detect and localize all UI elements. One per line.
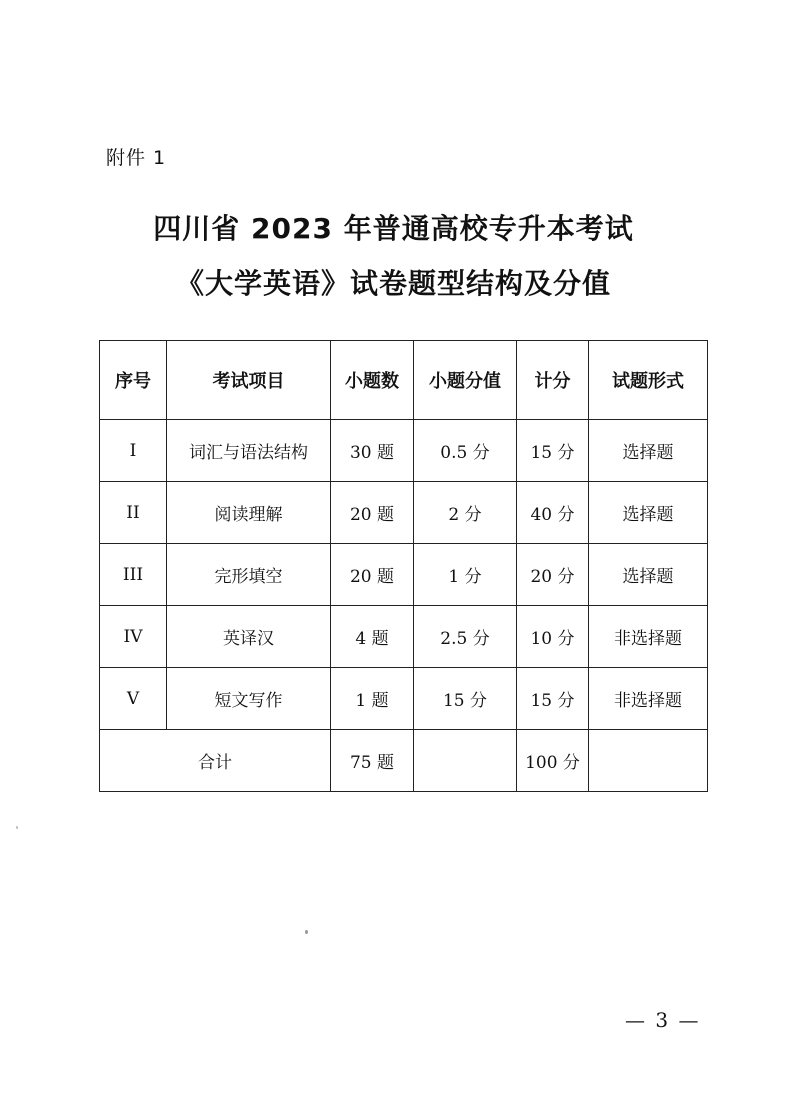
cell-no: V bbox=[100, 668, 167, 730]
cell-item: 阅读理解 bbox=[167, 482, 331, 544]
score-structure-table bbox=[99, 340, 708, 792]
total-score: 100 分 bbox=[517, 730, 589, 792]
cell-score: 20 分 bbox=[517, 544, 589, 606]
cell-score: 10 分 bbox=[517, 606, 589, 668]
cell-item: 词汇与语法结构 bbox=[167, 420, 331, 482]
cell-each: 2 分 bbox=[414, 482, 517, 544]
header-count: 小题数 bbox=[331, 341, 414, 420]
cell-count: 4 题 bbox=[331, 606, 414, 668]
header-item: 考试项目 bbox=[167, 341, 331, 420]
table-header-row bbox=[100, 341, 708, 420]
cell-no: III bbox=[100, 544, 167, 606]
scan-speck bbox=[16, 826, 18, 829]
cell-form: 非选择题 bbox=[589, 668, 708, 730]
cell-item: 完形填空 bbox=[167, 544, 331, 606]
cell-form: 选择题 bbox=[589, 482, 708, 544]
table-row bbox=[100, 668, 708, 730]
cell-each: 0.5 分 bbox=[414, 420, 517, 482]
table-row bbox=[100, 420, 708, 482]
cell-score: 40 分 bbox=[517, 482, 589, 544]
total-form bbox=[589, 730, 708, 792]
cell-item: 英译汉 bbox=[167, 606, 331, 668]
cell-no: II bbox=[100, 482, 167, 544]
header-score: 计分 bbox=[517, 341, 589, 420]
table-total-row bbox=[100, 730, 708, 792]
scan-speck bbox=[305, 930, 308, 934]
total-label: 合计 bbox=[100, 730, 331, 792]
cell-each: 2.5 分 bbox=[414, 606, 517, 668]
header-each: 小题分值 bbox=[414, 341, 517, 420]
table-row bbox=[100, 606, 708, 668]
cell-no: I bbox=[100, 420, 167, 482]
cell-score: 15 分 bbox=[517, 420, 589, 482]
document-title-line-1: 四川省 2023 年普通高校专升本考试 bbox=[153, 212, 634, 245]
attachment-label: 附件 1 bbox=[106, 147, 167, 169]
total-each bbox=[414, 730, 517, 792]
total-count: 75 题 bbox=[331, 730, 414, 792]
cell-score: 15 分 bbox=[517, 668, 589, 730]
table-row bbox=[100, 544, 708, 606]
table-row bbox=[100, 482, 708, 544]
cell-each: 15 分 bbox=[414, 668, 517, 730]
cell-no: IV bbox=[100, 606, 167, 668]
cell-count: 1 题 bbox=[331, 668, 414, 730]
cell-count: 20 题 bbox=[331, 482, 414, 544]
page-number: — 3 — bbox=[625, 1008, 701, 1032]
cell-count: 30 题 bbox=[331, 420, 414, 482]
cell-item: 短文写作 bbox=[167, 668, 331, 730]
cell-each: 1 分 bbox=[414, 544, 517, 606]
cell-form: 选择题 bbox=[589, 420, 708, 482]
header-no: 序号 bbox=[100, 341, 167, 420]
header-form: 试题形式 bbox=[589, 341, 708, 420]
cell-count: 20 题 bbox=[331, 544, 414, 606]
document-title-line-2: 《大学英语》试卷题型结构及分值 bbox=[175, 267, 611, 300]
cell-form: 非选择题 bbox=[589, 606, 708, 668]
cell-form: 选择题 bbox=[589, 544, 708, 606]
